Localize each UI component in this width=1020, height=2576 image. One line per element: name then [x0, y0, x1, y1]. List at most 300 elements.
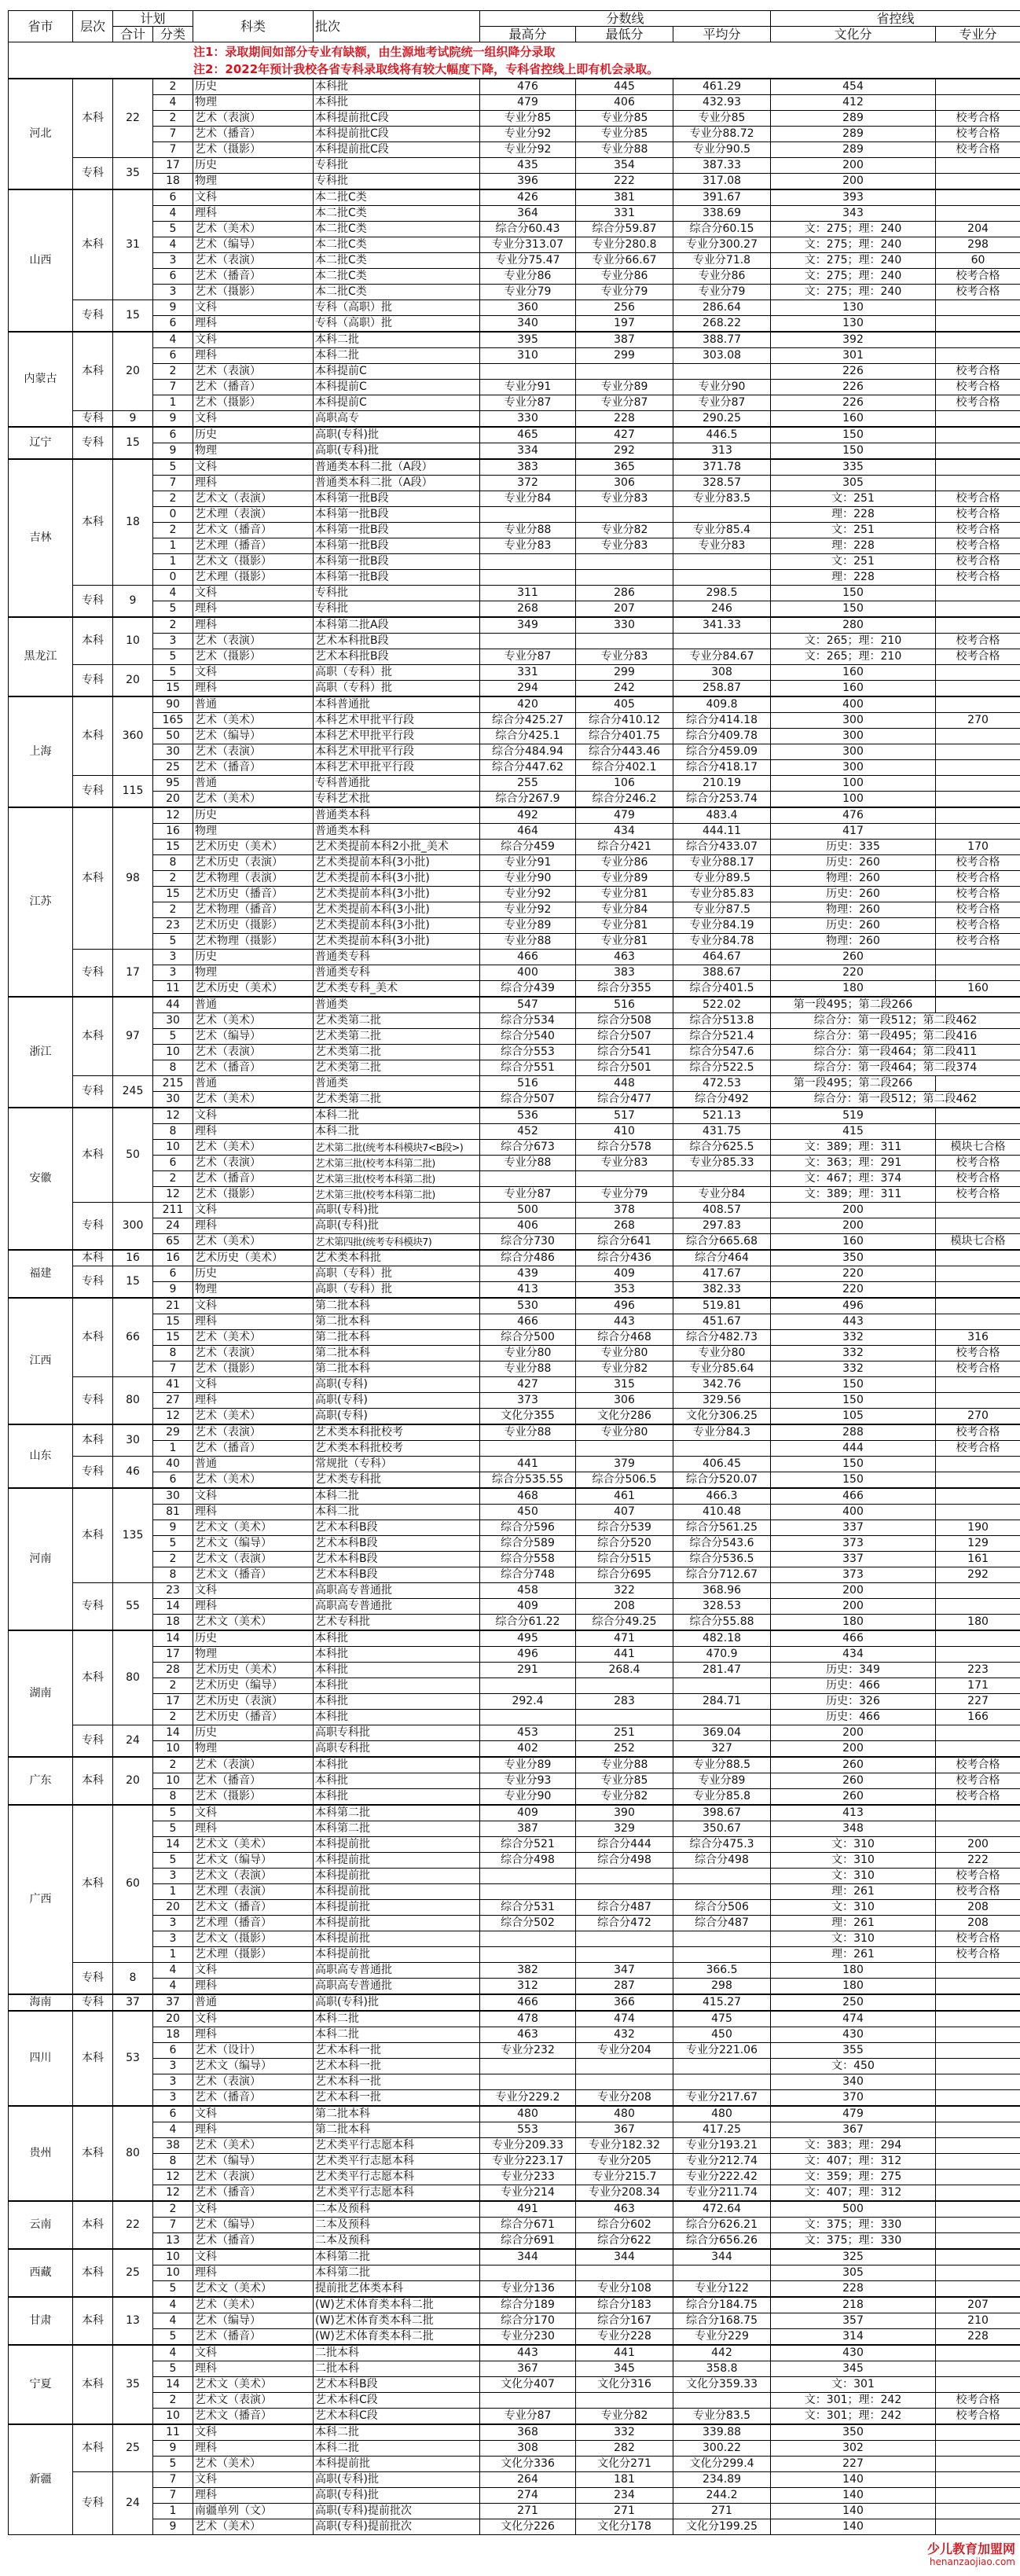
- major-line-cell: [936, 824, 1020, 840]
- batch-cell: 第二批本科: [314, 2106, 480, 2122]
- batch-cell: 艺术类本科批校考: [314, 1424, 480, 1441]
- culture-line-cell: 文：310: [771, 1837, 936, 1853]
- batch-cell: 本科二批: [314, 2011, 480, 2027]
- table-row: [9, 158, 1020, 174]
- major-line-cell: [936, 696, 1020, 713]
- min-score-cell: 综合分472: [576, 1916, 673, 1931]
- culture-line-cell: 340: [771, 2074, 936, 2090]
- subject-cell: 艺术文（美术）: [193, 1520, 314, 1536]
- culture-line-cell: 226: [771, 364, 936, 380]
- min-score-cell: 专业分85: [576, 127, 673, 142]
- culture-line-cell: 280: [771, 617, 936, 634]
- max-score-cell: 专业分92: [480, 902, 576, 918]
- subject-cell: 艺术（编导）: [193, 237, 314, 253]
- subject-cell: 物理: [193, 174, 314, 190]
- max-score-cell: 综合分459: [480, 840, 576, 855]
- batch-cell: 专科艺术批: [314, 792, 480, 808]
- avg-score-cell: 341.33: [673, 617, 771, 634]
- subject-cell: 文科: [193, 411, 314, 428]
- avg-score-cell: [673, 1884, 771, 1900]
- plan-class-cell: 3: [153, 2059, 193, 2074]
- min-score-cell: 综合分515: [576, 1552, 673, 1567]
- plan-total-cell: 15: [113, 1266, 153, 1299]
- avg-score-cell: 专业分79: [673, 285, 771, 300]
- max-score-cell: 综合分61.22: [480, 1615, 576, 1631]
- subject-cell: 艺术理（播音）: [193, 538, 314, 554]
- major-line-cell: 222: [936, 1853, 1020, 1869]
- avg-score-cell: 综合分459.09: [673, 744, 771, 760]
- plan-class-cell: 29: [153, 1424, 193, 1441]
- batch-cell: 普通类本科二批（A段）: [314, 459, 480, 476]
- avg-score-cell: [673, 634, 771, 649]
- plan-class-cell: 4: [153, 2345, 193, 2361]
- avg-score-cell: 专业分211.74: [673, 2185, 771, 2202]
- plan-class-cell: 1: [153, 538, 193, 554]
- subject-cell: 理科: [193, 1599, 314, 1615]
- subject-cell: 理科: [193, 601, 314, 618]
- min-score-cell: 文化分271: [576, 2457, 673, 2472]
- max-score-cell: 专业分80: [480, 1346, 576, 1361]
- culture-line-cell: 496: [771, 1298, 936, 1314]
- plan-class-cell: 8: [153, 1124, 193, 1140]
- culture-line-cell: 226: [771, 395, 936, 411]
- table-row: [9, 491, 1020, 507]
- min-score-cell: 197: [576, 316, 673, 333]
- subject-cell: 艺术（美术）: [193, 1409, 314, 1425]
- subject-cell: 普通: [193, 776, 314, 792]
- batch-cell: 第二批本科: [314, 1346, 480, 1361]
- min-score-cell: 234: [576, 2488, 673, 2504]
- max-score-cell: 340: [480, 316, 576, 333]
- batch-cell: 高职(专科)批: [314, 443, 480, 460]
- plan-total-cell: 60: [113, 1805, 153, 1963]
- subject-cell: 艺术（摄影）: [193, 1361, 314, 1377]
- batch-cell: 高职(专科): [314, 1377, 480, 1393]
- max-score-cell: 综合分535.55: [480, 1472, 576, 1489]
- max-score-cell: 443: [480, 2345, 576, 2361]
- major-line-cell: [936, 316, 1020, 333]
- subject-cell: 艺术（表演）: [193, 1757, 314, 1773]
- table-row: [9, 1947, 1020, 1963]
- subject-cell: 艺术理（摄影）: [193, 1947, 314, 1963]
- culture-line-cell: 226: [771, 380, 936, 395]
- major-line-cell: [936, 1725, 1020, 1741]
- subject-cell: 艺术（编导）: [193, 2218, 314, 2233]
- subject-cell: 艺术（设计）: [193, 2043, 314, 2059]
- major-line-cell: 校考合格: [936, 142, 1020, 158]
- major-line-cell: [936, 1108, 1020, 1124]
- avg-score-cell: 297.83: [673, 1218, 771, 1234]
- max-score-cell: 专业分233: [480, 2170, 576, 2185]
- level-cell: 本科: [73, 1757, 113, 1805]
- culture-line-cell: 150: [771, 1393, 936, 1409]
- table-row: [9, 1314, 1020, 1330]
- subject-cell: 艺术（美术）: [193, 2457, 314, 2472]
- level-cell: 专科: [73, 2472, 113, 2535]
- subject-cell: 文科: [193, 586, 314, 601]
- max-score-cell: [480, 2074, 576, 2090]
- major-line-cell: [936, 2457, 1020, 2472]
- plan-class-cell: 18: [153, 174, 193, 190]
- major-line-cell: [936, 792, 1020, 808]
- min-score-cell: 441: [576, 2345, 673, 2361]
- min-score-cell: 专业分82: [576, 1361, 673, 1377]
- subject-cell: 文科: [193, 1488, 314, 1505]
- table-row: [9, 1979, 1020, 1995]
- avg-score-cell: 442: [673, 2345, 771, 2361]
- major-line-cell: [936, 1979, 1020, 1995]
- max-score-cell: 427: [480, 1377, 576, 1393]
- batch-cell: 本科第一批B段: [314, 538, 480, 554]
- culture-line-cell: 454: [771, 79, 936, 95]
- major-line-cell: [936, 1963, 1020, 1979]
- max-score-cell: [480, 2059, 576, 2074]
- plan-total-cell: 31: [113, 189, 153, 300]
- table-row: [9, 2519, 1020, 2535]
- table-row: [9, 2441, 1020, 2457]
- major-line-cell: 校考合格: [936, 1441, 1020, 1457]
- table-row: [9, 253, 1020, 269]
- subject-cell: 历史: [193, 1630, 314, 1647]
- table-row: [9, 2488, 1020, 2504]
- batch-cell: 艺术本科一批: [314, 2090, 480, 2107]
- major-line-cell: 校考合格: [936, 395, 1020, 411]
- subject-cell: 理科: [193, 681, 314, 697]
- max-score-cell: 367: [480, 2361, 576, 2377]
- batch-cell: 艺术类平行志愿本科: [314, 2154, 480, 2170]
- culture-line-cell: 300: [771, 744, 936, 760]
- max-score-cell: 专业分88: [480, 934, 576, 950]
- major-line-cell: 200: [936, 1837, 1020, 1853]
- avg-score-cell: 综合分543.6: [673, 1536, 771, 1552]
- header-plan-total: 合计: [113, 27, 153, 42]
- avg-score-cell: 综合分253.74: [673, 792, 771, 808]
- avg-score-cell: 专业分85.4: [673, 523, 771, 538]
- subject-cell: 艺术（播音）: [193, 2233, 314, 2250]
- batch-cell: 第二批本科: [314, 1330, 480, 1346]
- subject-cell: 艺术文（播音）: [193, 1900, 314, 1916]
- min-score-cell: 287: [576, 1979, 673, 1995]
- avg-score-cell: 专业分90.5: [673, 142, 771, 158]
- avg-score-cell: 480: [673, 2106, 771, 2122]
- batch-cell: 本科批: [314, 1678, 480, 1694]
- plan-class-cell: 15: [153, 1314, 193, 1330]
- avg-score-cell: 431.75: [673, 1124, 771, 1140]
- max-score-cell: 专业分93: [480, 1773, 576, 1789]
- min-score-cell: 综合分507: [576, 1029, 673, 1045]
- avg-score-cell: 综合分536.5: [673, 1552, 771, 1567]
- min-score-cell: 330: [576, 617, 673, 634]
- batch-cell: 艺术类第二批: [314, 1029, 480, 1045]
- subject-cell: 艺术（播音）: [193, 2329, 314, 2346]
- avg-score-cell: 234.89: [673, 2472, 771, 2488]
- table-row: [9, 1710, 1020, 1725]
- level-cell: 专科: [73, 950, 113, 998]
- batch-cell: 艺术类专科_美术: [314, 981, 480, 998]
- culture-line-cell: 220: [771, 965, 936, 981]
- culture-line-cell: 理：261: [771, 1916, 936, 1931]
- major-line-cell: 316: [936, 1330, 1020, 1346]
- culture-line-cell: 140: [771, 2488, 936, 2504]
- max-score-cell: 专业分92: [480, 142, 576, 158]
- table-row: [9, 476, 1020, 491]
- culture-line-cell: 文：301: [771, 2377, 936, 2393]
- level-cell: 专科: [73, 427, 113, 459]
- plan-class-cell: 7: [153, 476, 193, 491]
- subject-cell: 文科: [193, 2345, 314, 2361]
- table-row: [9, 2457, 1020, 2472]
- batch-cell: 艺术第四批(统考专科模块7): [314, 1234, 480, 1251]
- avg-score-cell: [673, 2393, 771, 2409]
- max-score-cell: 458: [480, 1583, 576, 1599]
- avg-score-cell: 综合分475.3: [673, 1837, 771, 1853]
- max-score-cell: 综合分671: [480, 2218, 576, 2233]
- avg-score-cell: 482.18: [673, 1630, 771, 1647]
- min-score-cell: 专业分66.67: [576, 253, 673, 269]
- plan-class-cell: 2: [153, 79, 193, 95]
- max-score-cell: 综合分425.1: [480, 729, 576, 744]
- culture-line-cell: 140: [771, 2519, 936, 2535]
- major-line-cell: 161: [936, 1552, 1020, 1567]
- max-score-cell: 综合分189: [480, 2297, 576, 2313]
- major-line-cell: 模块七合格: [936, 1140, 1020, 1156]
- table-row: [9, 1171, 1020, 1187]
- batch-cell: 第二批本科: [314, 2122, 480, 2138]
- table-row: [9, 1124, 1020, 1140]
- culture-line-cell: 332: [771, 1361, 936, 1377]
- batch-cell: 本科第一批B段: [314, 491, 480, 507]
- province-cell: 内蒙古: [9, 332, 73, 427]
- subject-cell: 文科: [193, 2472, 314, 2488]
- major-line-cell: [936, 2059, 1020, 2074]
- major-line-cell: [936, 1599, 1020, 1615]
- major-line-cell: 校考合格: [936, 554, 1020, 570]
- table-row: [9, 997, 1020, 1013]
- min-score-cell: 综合分167: [576, 2313, 673, 2329]
- plan-class-cell: 5: [153, 1821, 193, 1837]
- batch-cell: 本科提前批C段: [314, 111, 480, 127]
- culture-line-cell: 335: [771, 459, 936, 476]
- plan-class-cell: 2: [153, 1678, 193, 1694]
- plan-total-cell: 9: [113, 411, 153, 428]
- batch-cell: 本科批: [314, 1663, 480, 1678]
- culture-line-cell: 301: [771, 348, 936, 364]
- min-score-cell: 354: [576, 158, 673, 174]
- plan-class-cell: 12: [153, 807, 193, 824]
- avg-score-cell: 专业分85.83: [673, 887, 771, 902]
- min-score-cell: 441: [576, 1647, 673, 1663]
- culture-line-cell: 200: [771, 1583, 936, 1599]
- min-score-cell: 综合分421: [576, 840, 673, 855]
- min-score-cell: 综合分183: [576, 2297, 673, 2313]
- level-cell: 本科: [73, 1805, 113, 1963]
- table-row: [9, 1663, 1020, 1678]
- table-row: [9, 617, 1020, 634]
- province-cell: 江苏: [9, 807, 73, 997]
- avg-score-cell: [673, 507, 771, 523]
- culture-line-cell: 综合分：第一段512；第二段462: [771, 1013, 1020, 1029]
- major-line-cell: [936, 300, 1020, 316]
- culture-line-cell: 文：265；理：210: [771, 649, 936, 665]
- plan-class-cell: 2: [153, 1171, 193, 1187]
- subject-cell: 艺术（美术）: [193, 792, 314, 808]
- subject-cell: 南疆单列（文）: [193, 2504, 314, 2519]
- max-score-cell: 466: [480, 1994, 576, 2011]
- plan-class-cell: 211: [153, 1203, 193, 1218]
- avg-score-cell: 417.25: [673, 2122, 771, 2138]
- min-score-cell: 445: [576, 79, 673, 95]
- watermark-logo: [927, 2543, 1015, 2568]
- table-row: [9, 1630, 1020, 1647]
- table-row: [9, 554, 1020, 570]
- max-score-cell: 255: [480, 776, 576, 792]
- batch-cell: 本科批: [314, 1694, 480, 1710]
- subject-cell: 理科: [193, 1314, 314, 1330]
- level-cell: 本科: [73, 1630, 113, 1725]
- major-line-cell: [936, 617, 1020, 634]
- plan-total-cell: 50: [113, 1108, 153, 1203]
- max-score-cell: 274: [480, 2488, 576, 2504]
- subject-cell: 普通: [193, 1994, 314, 2011]
- max-score-cell: 420: [480, 696, 576, 713]
- avg-score-cell: 综合分433.07: [673, 840, 771, 855]
- culture-line-cell: 100: [771, 776, 936, 792]
- culture-line-cell: 415: [771, 1124, 936, 1140]
- plan-total-cell: 17: [113, 950, 153, 998]
- level-cell: 本科: [73, 2424, 113, 2472]
- min-score-cell: 专业分83: [576, 538, 673, 554]
- table-row: [9, 1853, 1020, 1869]
- subject-cell: 艺术（表演）: [193, 1424, 314, 1441]
- subject-cell: 艺术文（播音）: [193, 2409, 314, 2425]
- table-row: [9, 1567, 1020, 1583]
- plan-total-cell: 15: [113, 427, 153, 459]
- level-cell: 本科: [73, 617, 113, 665]
- max-score-cell: 409: [480, 1805, 576, 1821]
- batch-cell: 普通类本科: [314, 807, 480, 824]
- batch-cell: 高职高专普通批: [314, 1599, 480, 1615]
- table-row: [9, 2106, 1020, 2122]
- province-cell: 新疆: [9, 2424, 73, 2535]
- subject-cell: 艺术（美术）: [193, 2138, 314, 2154]
- batch-cell: 本科二批: [314, 2027, 480, 2043]
- table-row: [9, 1900, 1020, 1916]
- culture-line-cell: 150: [771, 1377, 936, 1393]
- batch-cell: 艺术第三批(校考本科第二批): [314, 1187, 480, 1203]
- culture-line-cell: 337: [771, 1520, 936, 1536]
- province-cell: 上海: [9, 696, 73, 807]
- batch-cell: 艺术类第二批: [314, 1045, 480, 1060]
- max-score-cell: [480, 1710, 576, 1725]
- plan-class-cell: 3: [153, 1931, 193, 1947]
- plan-class-cell: 9: [153, 2519, 193, 2535]
- culture-line-cell: 文：251: [771, 523, 936, 538]
- max-score-cell: 344: [480, 2249, 576, 2265]
- avg-score-cell: 综合分487: [673, 1916, 771, 1931]
- table-row: [9, 459, 1020, 476]
- avg-score-cell: 综合分513.8: [673, 1013, 771, 1029]
- batch-cell: 艺术本科一批: [314, 2043, 480, 2059]
- major-line-cell: 228: [936, 2329, 1020, 2346]
- subject-cell: 艺术文（美术）: [193, 2281, 314, 2298]
- major-line-cell: [936, 189, 1020, 206]
- culture-line-cell: 物理：260: [771, 902, 936, 918]
- major-line-cell: [936, 2265, 1020, 2281]
- plan-class-cell: 1: [153, 1441, 193, 1457]
- min-score-cell: 专业分89: [576, 380, 673, 395]
- major-line-cell: [936, 665, 1020, 681]
- subject-cell: 艺术（表演）: [193, 364, 314, 380]
- batch-cell: 艺术本科B段: [314, 1552, 480, 1567]
- subject-cell: 艺术历史（播音）: [193, 887, 314, 902]
- avg-score-cell: [673, 1947, 771, 1963]
- subject-cell: 理科: [193, 2265, 314, 2281]
- table-row: [9, 364, 1020, 380]
- min-score-cell: 专业分80: [576, 1424, 673, 1441]
- major-line-cell: 204: [936, 222, 1020, 237]
- max-score-cell: 专业分88: [480, 1156, 576, 1171]
- table-row: [9, 1361, 1020, 1377]
- culture-line-cell: 332: [771, 1346, 936, 1361]
- major-line-cell: [936, 2074, 1020, 2090]
- subject-cell: 文科: [193, 1963, 314, 1979]
- province-cell: 河北: [9, 79, 73, 189]
- culture-line-cell: 文：275；理：240: [771, 253, 936, 269]
- table-body: [9, 42, 1020, 2535]
- avg-score-cell: 391.67: [673, 189, 771, 206]
- major-line-cell: 校考合格: [936, 111, 1020, 127]
- culture-line-cell: 337: [771, 1552, 936, 1567]
- max-score-cell: 专业分223.17: [480, 2154, 576, 2170]
- min-score-cell: 文化分286: [576, 1409, 673, 1425]
- avg-score-cell: 483.4: [673, 807, 771, 824]
- culture-line-cell: 文：265；理：210: [771, 634, 936, 649]
- plan-class-cell: 14: [153, 1725, 193, 1741]
- batch-cell: 高职(专科): [314, 1409, 480, 1425]
- batch-cell: 高职高专: [314, 411, 480, 428]
- max-score-cell: [480, 554, 576, 570]
- table-row: [9, 1963, 1020, 1979]
- province-cell: 贵州: [9, 2106, 73, 2201]
- table-row: [9, 1457, 1020, 1472]
- avg-score-cell: 328.57: [673, 476, 771, 491]
- batch-cell: 艺术本科批B段: [314, 649, 480, 665]
- subject-cell: 艺术物理（摄影）: [193, 934, 314, 950]
- avg-score-cell: 专业分83.5: [673, 2409, 771, 2425]
- major-line-cell: 校考合格: [936, 2393, 1020, 2409]
- min-score-cell: 479: [576, 807, 673, 824]
- max-score-cell: [480, 2265, 576, 2281]
- subject-cell: 文科: [193, 2011, 314, 2027]
- table-row: [9, 2472, 1020, 2488]
- culture-line-cell: 417: [771, 824, 936, 840]
- culture-line-cell: 476: [771, 807, 936, 824]
- major-line-cell: [936, 2441, 1020, 2457]
- subject-cell: 艺术（摄影）: [193, 1187, 314, 1203]
- max-score-cell: 468: [480, 1488, 576, 1505]
- culture-line-cell: 文：389；理：311: [771, 1140, 936, 1156]
- table-row: [9, 1837, 1020, 1853]
- min-score-cell: [576, 1869, 673, 1884]
- table-row: [9, 1156, 1020, 1171]
- max-score-cell: 453: [480, 1725, 576, 1741]
- major-line-cell: [936, 443, 1020, 460]
- table-row: [9, 1805, 1020, 1821]
- avg-score-cell: 461.29: [673, 79, 771, 95]
- batch-cell: 第二批本科: [314, 1361, 480, 1377]
- plan-class-cell: 10: [153, 1140, 193, 1156]
- max-score-cell: 268: [480, 601, 576, 618]
